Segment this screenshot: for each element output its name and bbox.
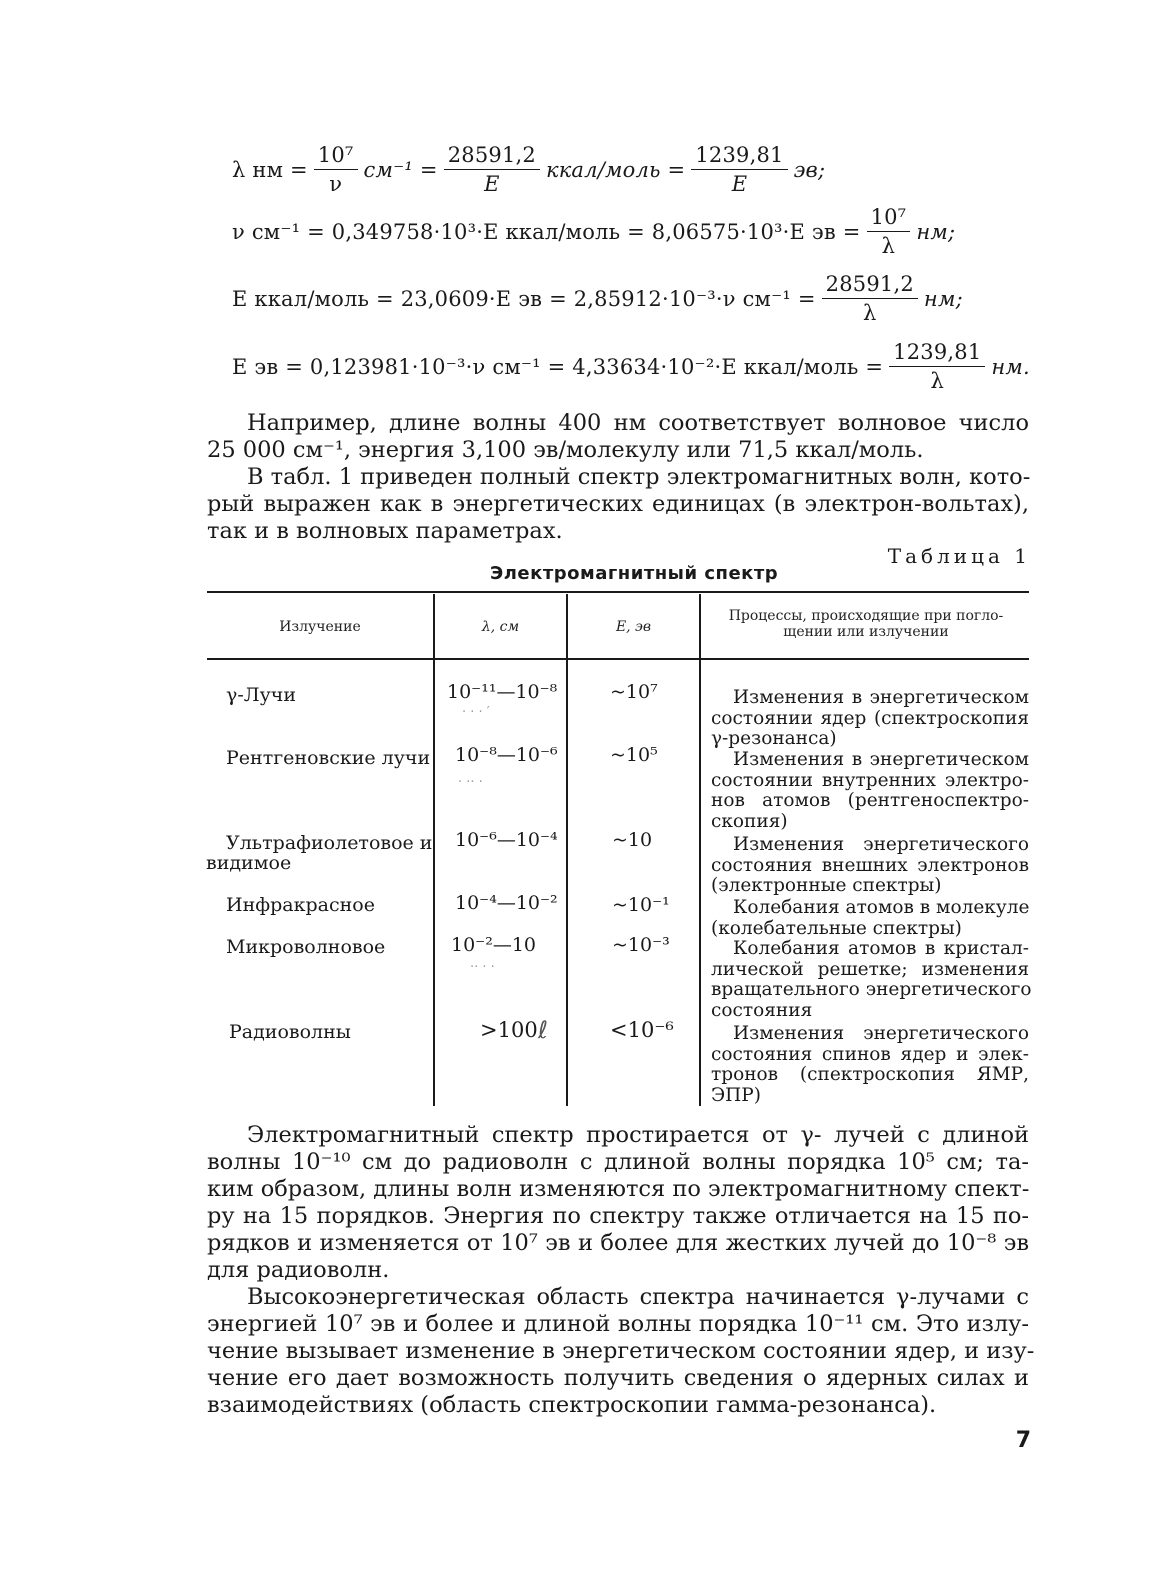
process-line: Колебания атомов в молекуле bbox=[733, 897, 1030, 918]
pencil-mark: ·· · · bbox=[470, 960, 495, 975]
frac-denominator: E bbox=[731, 172, 748, 197]
formula-3-frac bbox=[822, 272, 918, 325]
frac-denominator: λ bbox=[930, 369, 945, 394]
formula-4-lhs: E эв = 0,123981·10⁻³·ν см⁻¹ = 4,33634·10⁻²·E ккал/моль = bbox=[232, 354, 884, 379]
row-1-radiation: γ-Лучи bbox=[226, 684, 297, 706]
row-3-radiation-line: видимое bbox=[206, 852, 292, 874]
table-title: Электромагнитный спектр bbox=[490, 563, 779, 584]
formula-2-lhs: ν см⁻¹ = 0,349758·10³·E ккал/моль = 8,06575·10³·E эв = bbox=[232, 219, 861, 244]
row-5-radiation: Микроволновое bbox=[226, 936, 386, 958]
paragraph-line: волны 10⁻¹⁰ см до радиоволн с длиной волны порядка 10⁵ см; та- bbox=[207, 1149, 1029, 1175]
header-radiation: Излучение bbox=[279, 619, 361, 635]
paragraph-example bbox=[207, 410, 1029, 464]
table-top-rule bbox=[207, 591, 1029, 593]
frac-numerator: 10⁷ bbox=[867, 205, 911, 232]
header-process-line: щении или излучении bbox=[783, 624, 949, 640]
formula-2 bbox=[232, 205, 955, 258]
formula-3-lhs: E ккал/моль = 23,0609·E эв = 2,85912·10⁻³·ν см⁻¹ = bbox=[232, 286, 816, 311]
paragraph-spectrum bbox=[207, 1122, 1029, 1284]
paragraph-line: энергией 10⁷ эв и более и длиной волны порядка 10⁻¹¹ см. Это излу- bbox=[207, 1311, 1029, 1337]
frac-numerator: 1239,81 bbox=[691, 143, 787, 170]
row-4-process bbox=[711, 898, 1029, 939]
formula-1-frac-3 bbox=[691, 143, 787, 196]
row-6-energy: <10⁻⁶ bbox=[610, 1018, 674, 1042]
formula-2-tail: нм; bbox=[916, 219, 956, 244]
frac-denominator: E bbox=[484, 172, 500, 197]
paragraph-table-intro bbox=[207, 464, 1029, 545]
process-line: ЭПР) bbox=[711, 1084, 761, 1106]
row-2-radiation: Рентгеновские лучи bbox=[226, 747, 431, 769]
paragraph-line: чение его дает возможность получить сведения о ядерных силах и bbox=[207, 1365, 1029, 1391]
row-4-energy: ~10⁻¹ bbox=[612, 894, 670, 916]
process-line: γ-резонанса) bbox=[711, 728, 837, 749]
formula-1-lhs: λ нм = bbox=[232, 157, 308, 182]
row-2-energy: ~10⁵ bbox=[610, 744, 658, 766]
formula-3-tail: нм; bbox=[923, 286, 963, 311]
formula-1-frac-1 bbox=[314, 143, 358, 196]
row-5-lambda: 10⁻²—10 bbox=[451, 934, 536, 956]
row-5-energy: ~10⁻³ bbox=[612, 934, 670, 956]
table-column-divider bbox=[699, 594, 701, 1106]
paragraph-line: так и в волновых параметрах. bbox=[207, 518, 563, 544]
frac-numerator: 1239,81 bbox=[889, 340, 985, 367]
row-2-process bbox=[711, 750, 1029, 832]
row-4-lambda: 10⁻⁴—10⁻² bbox=[455, 892, 558, 914]
formula-3 bbox=[232, 272, 963, 325]
paragraph-line: Высокоэнергетическая область спектра начинается γ-лучами с bbox=[247, 1284, 1029, 1310]
process-line: нов атомов (рентгеноспектро- bbox=[711, 790, 1029, 811]
formula-1-tail: эв; bbox=[793, 157, 826, 182]
row-4-radiation: Инфракрасное bbox=[226, 894, 375, 916]
process-line: состояния bbox=[711, 999, 813, 1021]
row-6-lambda: >100 bbox=[480, 1018, 538, 1042]
formula-2-frac bbox=[867, 205, 911, 258]
row-3-lambda: 10⁻⁶—10⁻⁴ bbox=[455, 829, 558, 851]
process-line: состоянии внутренних электро- bbox=[711, 769, 1029, 791]
paragraph-line: для радиоволн. bbox=[207, 1257, 390, 1283]
header-process bbox=[703, 608, 1029, 640]
paragraph-high-energy bbox=[207, 1284, 1035, 1419]
formula-4-frac bbox=[889, 340, 985, 393]
process-line: лической решетке; изменения bbox=[711, 958, 1029, 980]
formula-4-tail: нм. bbox=[991, 354, 1030, 379]
table-column-divider bbox=[566, 594, 568, 1106]
formula-4 bbox=[232, 340, 1030, 393]
row-3-energy: ~10 bbox=[612, 829, 653, 851]
header-energy: E, эв bbox=[615, 619, 652, 635]
row-1-process bbox=[711, 688, 1029, 750]
paragraph-line: ру на 15 порядков. Энергия по спектру также отличается на 15 по- bbox=[207, 1203, 1029, 1229]
frac-denominator: ν bbox=[329, 172, 343, 197]
process-line: Изменения в энергетическом bbox=[733, 749, 1029, 770]
paragraph-line: взаимодействиях (область спектроскопии гамма-резонанса). bbox=[207, 1392, 937, 1418]
paragraph-line: В табл. 1 приведен полный спектр электромагнитных волн, кото- bbox=[247, 464, 1031, 490]
row-1-energy: ~10⁷ bbox=[610, 681, 658, 703]
process-line: Изменения в энергетическом bbox=[733, 687, 1029, 708]
table-column-divider bbox=[433, 594, 435, 1106]
row-1-lambda: 10⁻¹¹—10⁻⁸ bbox=[447, 681, 558, 703]
paragraph-line: рядков и изменяется от 10⁷ эв и более для жестких лучей до 10⁻⁸ эв bbox=[207, 1230, 1029, 1256]
table-header-rule bbox=[207, 658, 1029, 660]
process-line: Изменения энергетического bbox=[733, 834, 1029, 855]
frac-numerator: 28591,2 bbox=[444, 143, 540, 170]
process-line: вращательного энергетического bbox=[711, 979, 1032, 1000]
row-3-radiation bbox=[206, 832, 433, 874]
frac-numerator: 10⁷ bbox=[314, 143, 358, 170]
paragraph-line: Например, длине волны 400 нм соответствует волновое число bbox=[247, 410, 1029, 436]
process-line: Изменения энергетического bbox=[733, 1023, 1029, 1044]
process-line: состояния внешних электронов bbox=[711, 854, 1029, 876]
process-line: тронов (спектроскопия ЯМР, bbox=[711, 1064, 1029, 1085]
header-lambda: λ, см bbox=[481, 619, 520, 635]
process-line: состоянии ядер (спектроскопия bbox=[711, 707, 1029, 729]
row-6-process bbox=[711, 1024, 1029, 1106]
formula-1-mid-1: см⁻¹ = bbox=[363, 157, 438, 182]
row-5-process bbox=[711, 938, 1032, 1021]
pencil-mark: ℓ bbox=[538, 1016, 548, 1044]
process-line: скопия) bbox=[711, 810, 788, 832]
formula-1 bbox=[232, 143, 825, 196]
page-number: 7 bbox=[1015, 1428, 1031, 1453]
formula-1-mid-2: ккал/моль = bbox=[545, 157, 686, 182]
row-6-radiation: Радиоволны bbox=[229, 1021, 351, 1043]
row-3-radiation-line: Ультрафиолетовое и bbox=[226, 832, 433, 854]
row-2-lambda: 10⁻⁸—10⁻⁶ bbox=[455, 744, 558, 766]
process-line: (колебательные спектры) bbox=[711, 917, 962, 939]
frac-numerator: 28591,2 bbox=[822, 272, 918, 299]
pencil-mark: · ·· · bbox=[458, 775, 483, 790]
row-3-process bbox=[711, 835, 1029, 897]
process-line: Колебания атомов в кристал- bbox=[733, 938, 1029, 959]
paragraph-line: 25 000 см⁻¹, энергия 3,100 эв/молекулу или 71,5 ккал/моль. bbox=[207, 437, 924, 463]
paragraph-line: рый выражен как в энергетических единицах (в электрон-вольтах), bbox=[207, 491, 1029, 517]
paragraph-line: ким образом, длины волн изменяются по электромагнитному спект- bbox=[207, 1176, 1030, 1202]
process-line: состояния спинов ядер и элек- bbox=[711, 1043, 1029, 1065]
table-number: Таблица 1 bbox=[887, 544, 1031, 568]
formula-1-frac-2 bbox=[444, 143, 540, 196]
pencil-mark: · · · ′ bbox=[462, 705, 490, 720]
header-process-line: Процессы, происходящие при погло- bbox=[728, 608, 1004, 624]
process-line: (электронные спектры) bbox=[711, 875, 942, 896]
paragraph-line: чение вызывает изменение в энергетическом состоянии ядер, и изу- bbox=[207, 1338, 1035, 1364]
frac-denominator: λ bbox=[881, 234, 896, 259]
paragraph-line: Электромагнитный спектр простирается от γ- лучей с длиной bbox=[247, 1122, 1029, 1148]
frac-denominator: λ bbox=[863, 301, 877, 326]
